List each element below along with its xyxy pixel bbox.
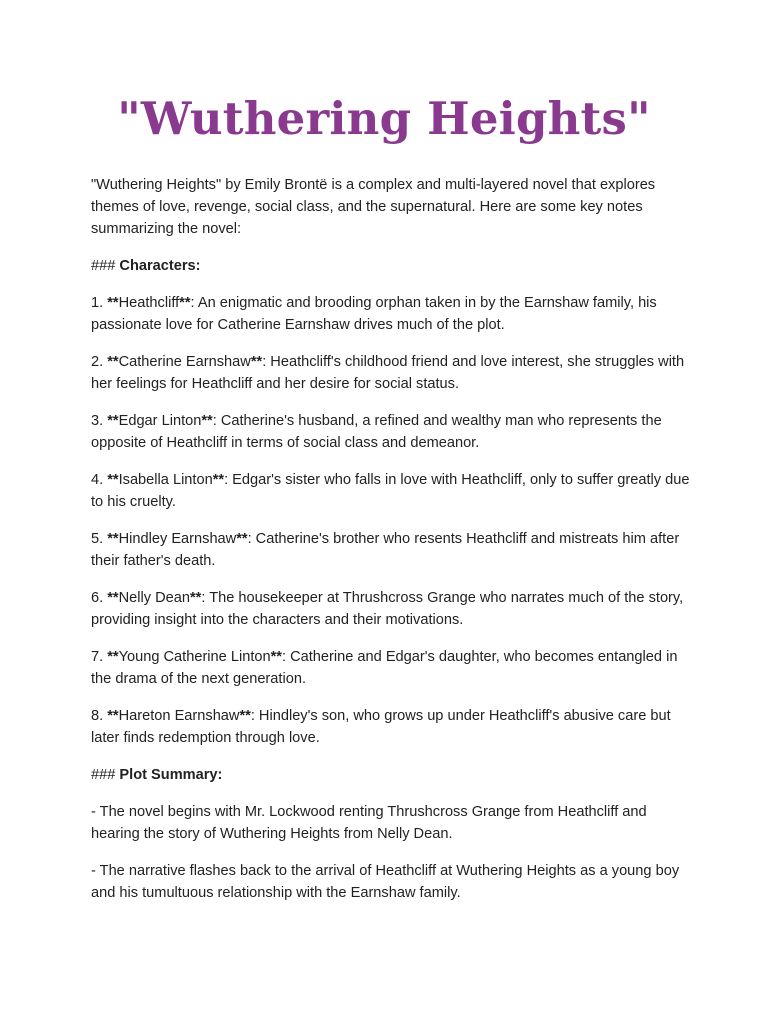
bold-marker: ** [189,590,202,606]
bold-marker: ** [236,531,248,547]
bold-marker: ** [107,649,119,665]
character-name: Young Catherine Linton [118,649,271,665]
character-description: : The housekeeper at Thrushcross Grange who narrates much of the story, providing insight into the characters and their motivations. [91,590,684,628]
character-name: Hindley Earnshaw [118,531,237,547]
character-item [91,646,691,690]
bold-marker: ** [179,295,191,311]
character-name: Heathcliff [118,295,180,311]
heading-text: Plot Summary: [119,767,223,783]
character-item [91,292,691,336]
character-name: Edgar Linton [118,413,202,429]
bold-marker: ** [107,295,119,311]
plot-item: - The novel begins with Mr. Lockwood renting Thrushcross Grange from Heathcliff and hearing the story of Wuthering Heights from Nelly Dean. [91,804,647,842]
character-description: : An enigmatic and brooding orphan taken in by the Earnshaw family, his passionate love for Catherine Earnshaw drives much of the plot. [91,295,657,333]
item-number: 1. [91,295,104,311]
bold-marker: ** [270,649,282,665]
intro-paragraph: "Wuthering Heights" by Emily Brontë is a complex and multi-layered novel that explores themes of love, revenge, social class, and the supernatural. Here are some key notes summarizing the novel: [91,177,656,237]
character-item [91,587,691,631]
bold-marker: ** [107,708,119,724]
bold-marker: ** [107,354,119,370]
heading-marker: ### [91,258,116,274]
heading-text: Characters: [119,258,201,274]
character-description: : Hindley's son, who grows up under Heathcliff's abusive care but later finds redemption through love. [91,708,671,746]
bold-marker: ** [201,413,213,429]
character-name: Catherine Earnshaw [118,354,251,370]
document-body [91,174,691,919]
heading-marker: ### [91,767,116,783]
character-name: Nelly Dean [118,590,190,606]
bold-marker: ** [107,531,119,547]
characters-heading [91,255,691,277]
item-number: 3. [91,413,104,429]
plot-item: - The narrative flashes back to the arrival of Heathcliff at Wuthering Heights as a young boy and his tumultuous relationship with the Earnshaw family. [91,863,680,901]
character-description: : Catherine's brother who resents Heathcliff and mistreats him after their father's death. [91,531,680,569]
character-description: : Heathcliff's childhood friend and love interest, she struggles with her feelings for Heathcliff and her desire for social status. [91,354,685,392]
bold-marker: ** [107,472,119,488]
character-item [91,351,691,395]
plot-heading [91,764,691,786]
character-item [91,410,691,454]
character-name: Isabella Linton [118,472,213,488]
character-item [91,528,691,572]
item-number: 5. [91,531,104,547]
character-description: : Catherine's husband, a refined and wealthy man who represents the opposite of Heathcliff in terms of social class and demeanor. [91,413,662,451]
document-title: "Wuthering Heights" [117,92,651,145]
bold-marker: ** [107,413,119,429]
character-name: Hareton Earnshaw [118,708,240,724]
item-number: 8. [91,708,104,724]
item-number: 2. [91,354,104,370]
bold-marker: ** [107,590,119,606]
item-number: 4. [91,472,104,488]
character-description: : Edgar's sister who falls in love with Heathcliff, only to suffer greatly due to his cruelty. [91,472,690,510]
bold-marker: ** [239,708,251,724]
bold-marker: ** [250,354,263,370]
item-number: 7. [91,649,104,665]
character-item [91,705,691,749]
bold-marker: ** [212,472,225,488]
character-item [91,469,691,513]
item-number: 6. [91,590,104,606]
character-description: : Catherine and Edgar's daughter, who becomes entangled in the drama of the next generation. [91,649,678,687]
